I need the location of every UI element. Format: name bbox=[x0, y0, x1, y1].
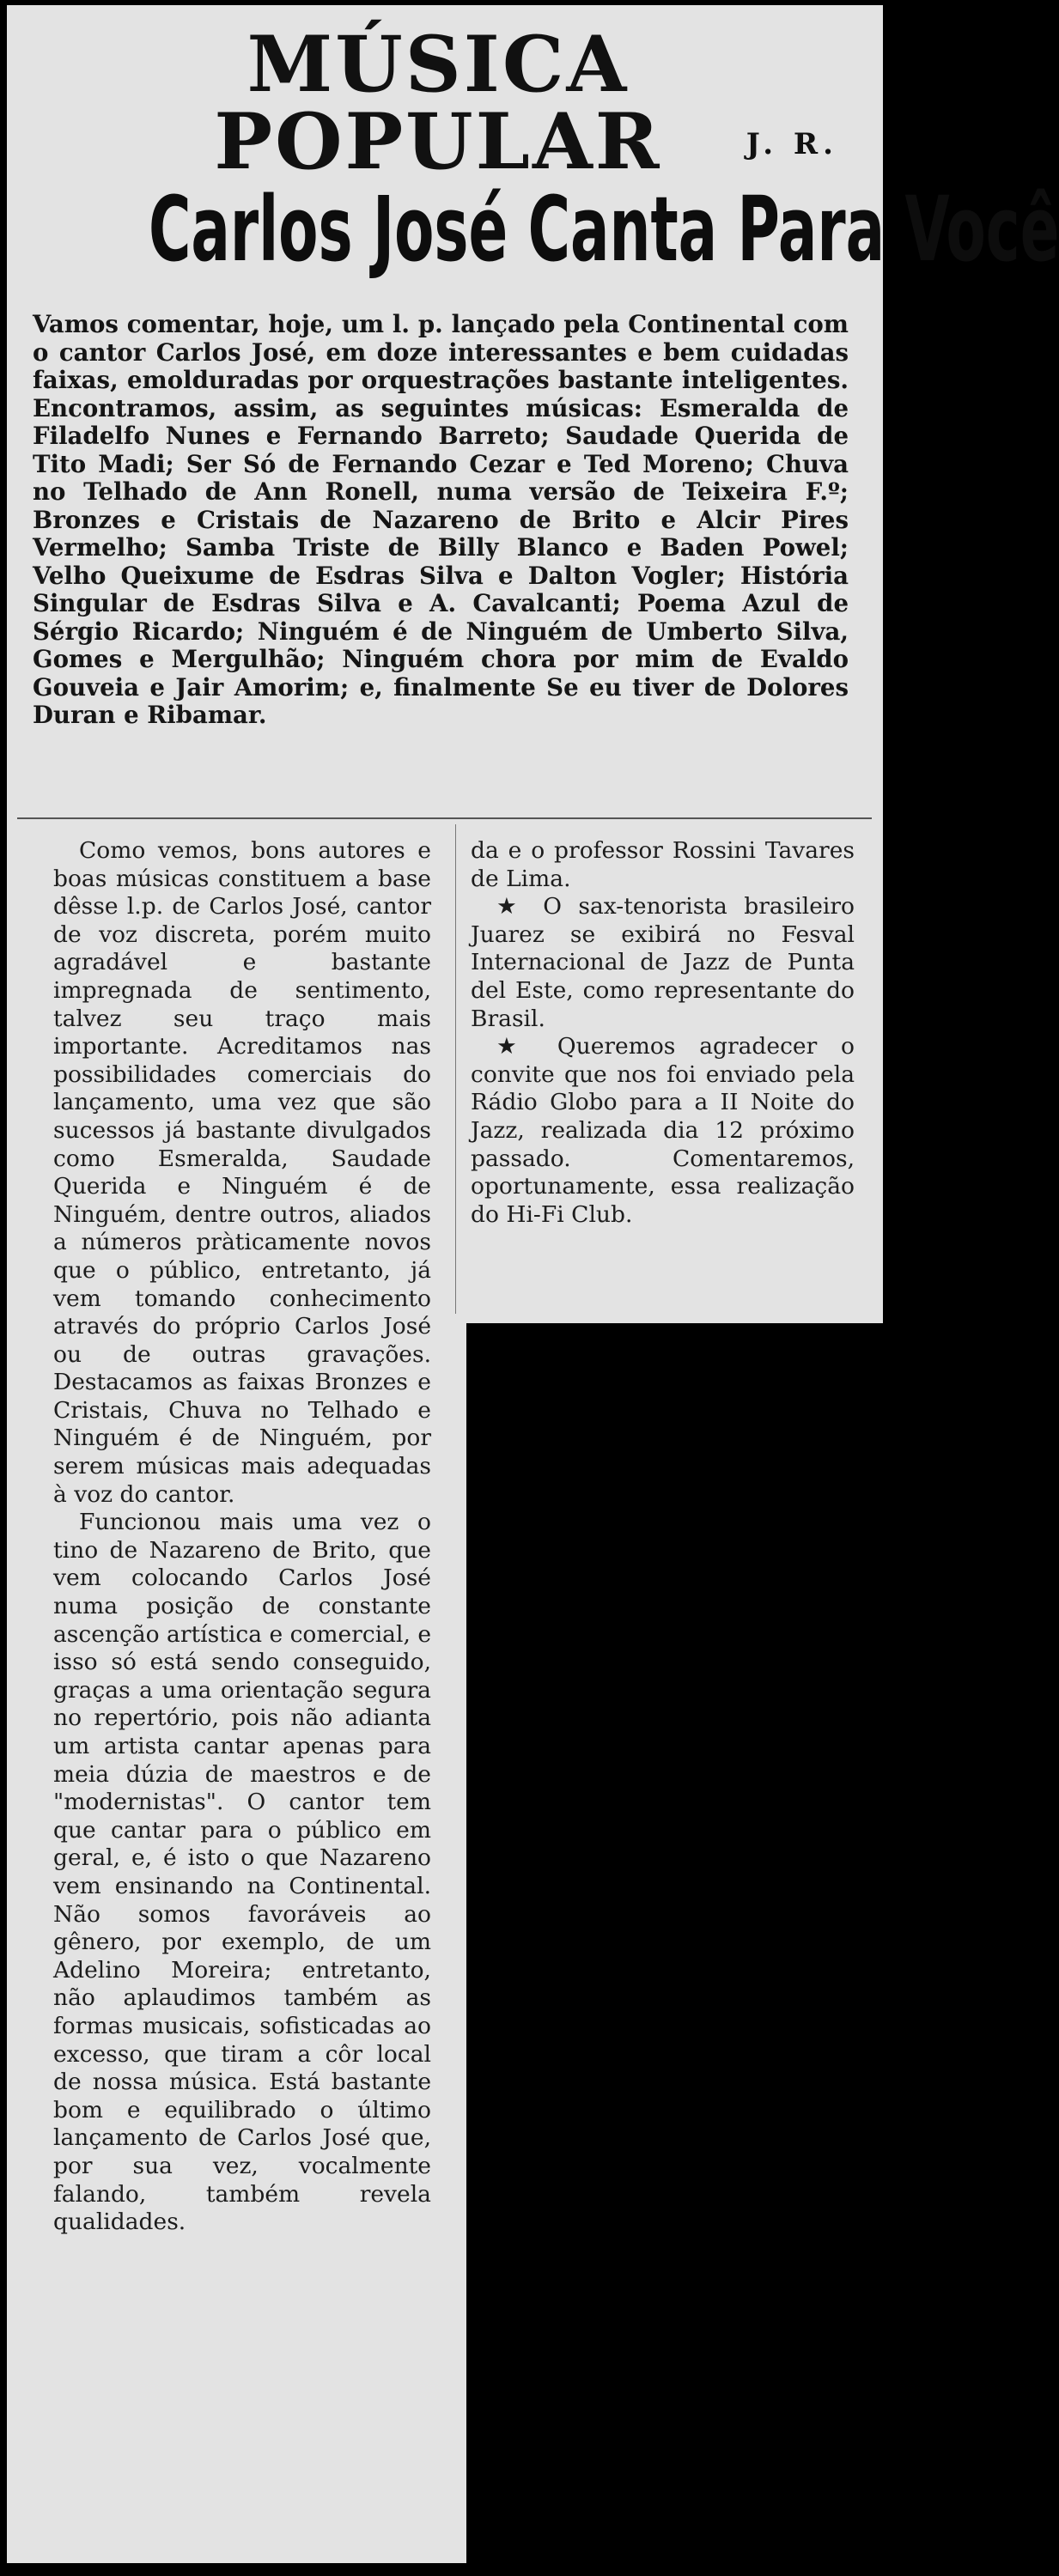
divider-rule bbox=[17, 817, 872, 819]
col1-paragraph-2: Funcionou mais uma vez o tino de Nazareno de Brito, que vem colocando Carlos José numa posição de constante ascenção artística e comercial, e isso só está sendo conseguido, graças a uma orientação segura no repertório, pois não adianta um artista cantar apenas para meia dúzia de maestros e de "modernistas". O cantor tem que cantar para o público em geral, e, é isto o que Nazareno vem ensinando na Continental. Não somos favoráveis ao gênero, por exemplo, de um Adelino Moreira; entretanto, não aplaudimos também as formas musicais, sofisticadas ao excesso, que tiram a côr local de nossa música. Está bastante bom e equilibrado o último lançamento de Carlos José que, por sua vez, vocalmente falando, também revela qualidades. bbox=[53, 1509, 431, 2236]
author-initials: J. R. bbox=[746, 127, 838, 161]
col2-note-thanks: ★ Queremos agradecer o convite que nos foi enviado pela Rádio Globo para a II Noite do Jazz, realizada dia 12 próximo passado. Comentaremos, oportunamente, essa realização do Hi-Fi Club. bbox=[471, 1033, 855, 1228]
col2-paragraph-1: da e o professor Rossini Tavares de Lima. bbox=[471, 837, 855, 892]
col2-note-sax: ★ O sax-tenorista brasileiro Juarez se exibirá no Fesval Internacional de Jazz de Punta del Este, como representante do Brasil. bbox=[471, 893, 855, 1032]
article-headline: Carlos José Canta Para Você bbox=[149, 177, 1059, 282]
column-separator bbox=[455, 824, 456, 1314]
section-title: MÚSICA POPULAR bbox=[214, 19, 662, 187]
col1-paragraph-1: Como vemos, bons autores e boas músicas constituem a base dêsse l.p. de Carlos José, cantor de voz discreta, porém muito agradável e bastante impregnada de sentimento, talvez seu traço mais importante. Acreditamos nas possibilidades comerciais do lançamento, uma vez que são sucessos já bastante divulgados como Esmeralda, Saudade Querida e Ninguém é de Ninguém, dentre outros, aliados a números pràticamente novos que o público, entretanto, já vem tomando conhecimento através do próprio Carlos José ou de outras gravações. Destacamos as faixas Bronzes e Cristais, Chuva no Telhado e Ninguém é de Ninguém, por serem músicas mais adequadas à voz do cantor. bbox=[53, 837, 431, 1508]
column-right bbox=[471, 837, 855, 1229]
column-left bbox=[53, 837, 431, 2237]
lead-paragraph: Vamos comentar, hoje, um l. p. lançado pela Continental com o cantor Carlos José, em doze interessantes e bem cuidadas faixas, emolduradas por orquestrações bastante inteligentes. Encontramos, assim, as seguintes músicas: Esmeralda de Filadelfo Nunes e Fernando Barreto; Saudade Querida de Tito Madi; Ser Só de Fernando Cezar e Ted Moreno; Chuva no Telhado de Ann Ronell, numa versão de Teixeira F.º; Bronzes e Cristais de Nazareno de Brito e Alcir Pires Vermelho; Samba Triste de Billy Blanco e Baden Powel; Velho Queixume de Esdras Silva e Dalton Vogler; História Singular de Esdras Silva e A. Cavalcanti; Poema Azul de Sérgio Ricardo; Ninguém é de Ninguém de Umberto Silva, Gomes e Mergulhão; Ninguém chora por mim de Evaldo Gouveia e Jair Amorim; e, finalmente Se eu tiver de Dolores Duran e Ribamar. bbox=[33, 310, 849, 729]
